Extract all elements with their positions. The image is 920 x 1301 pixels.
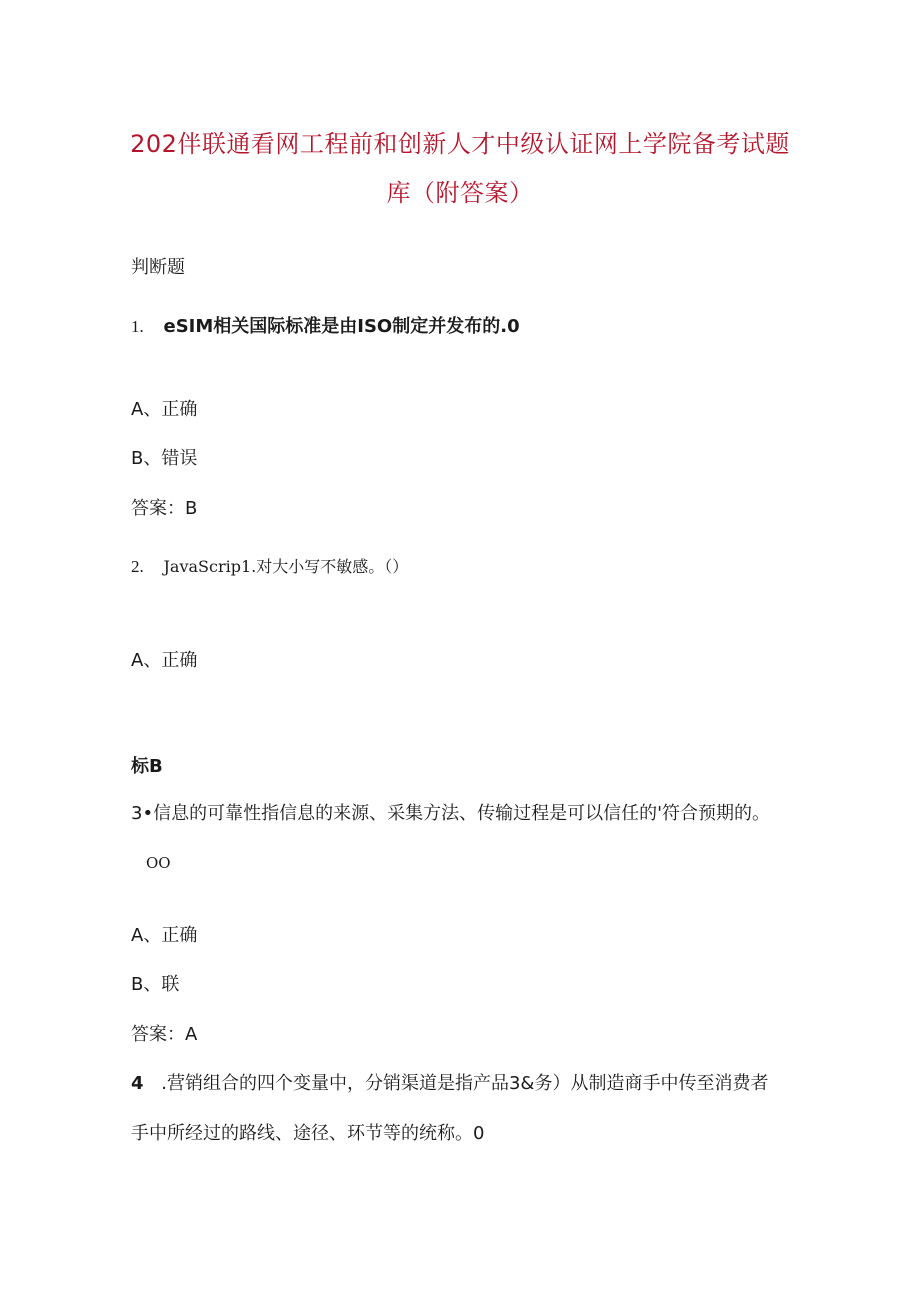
question-4-number: 4 (131, 1073, 144, 1094)
question-3-text-continued: OO (146, 854, 171, 872)
question-3-option-b: B、联 (131, 974, 180, 995)
question-1-text: eSIM相关国际标准是由ISO制定并发布的.0 (163, 316, 520, 337)
question-2-answer: 标B (131, 756, 163, 777)
question-3-text: 3•信息的可靠性指信息的来源、采集方法、传输过程是可以信任的'符合预期的。 (131, 803, 771, 824)
question-3-answer: 答案：A (131, 1024, 198, 1045)
question-4 (131, 1075, 768, 1093)
question-1-option-a: A、正确 (131, 399, 198, 420)
question-4-text-continued: 手中所经过的路线、途径、环节等的统称。0 (131, 1123, 485, 1144)
question-1-answer: 答案：B (131, 498, 198, 519)
document-title-line-1: 202伴联通看网工程前和创新人才中级认证网上学院备考试题 (130, 130, 790, 158)
section-heading: 判断题 (131, 257, 185, 278)
question-3-option-a: A、正确 (131, 925, 198, 946)
question-2 (131, 558, 408, 576)
document-title-line-2: 库（附答案） (386, 179, 534, 207)
question-2-option-a: A、正确 (131, 650, 198, 671)
question-1-option-b: B、错误 (131, 448, 198, 469)
question-2-number: 2. (131, 557, 144, 576)
question-1 (131, 318, 520, 336)
question-1-number: 1. (131, 317, 144, 336)
question-4-text: .营销组合的四个变量中，分销渠道是指产品3&务）从制造商手中传至消费者 (161, 1073, 769, 1094)
question-2-text: JavaScrip1.对大小写不敏感。（） (163, 557, 409, 576)
